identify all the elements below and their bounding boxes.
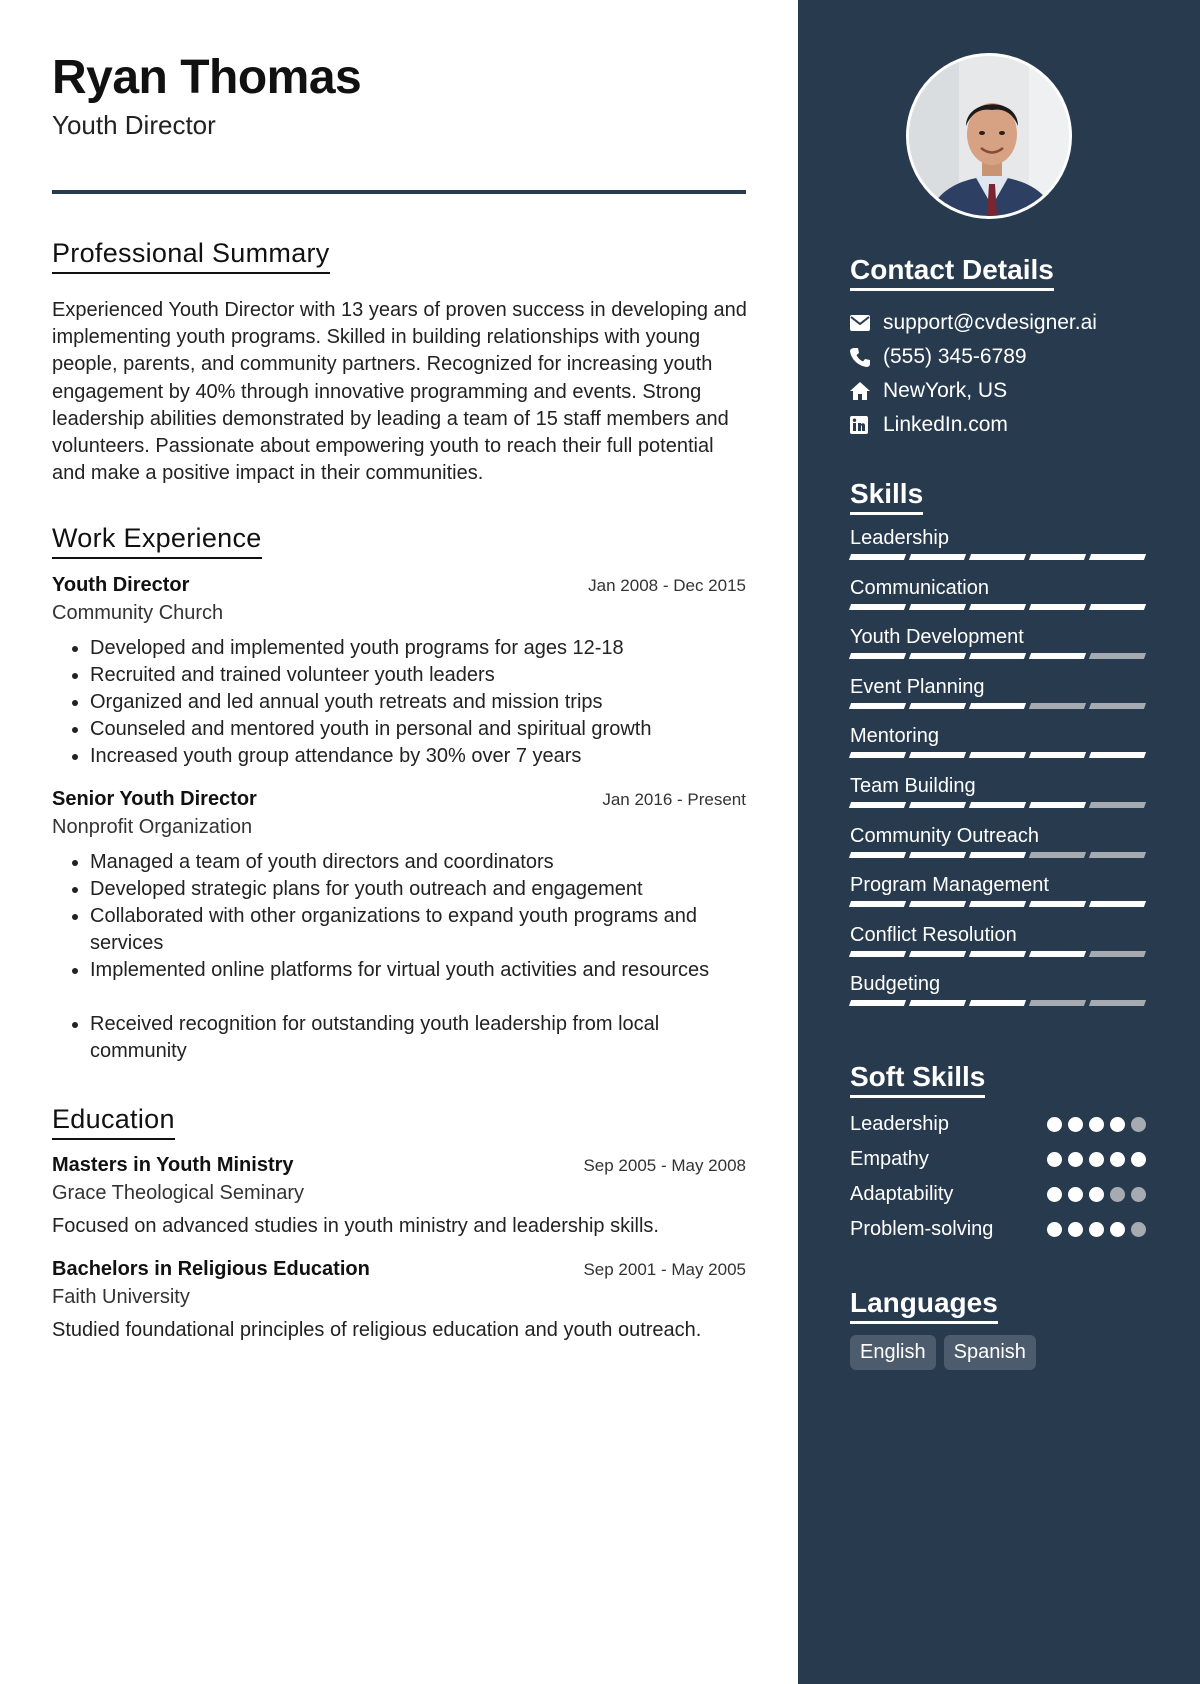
rating-dot [1110,1117,1125,1132]
skill-label: Program Management [850,874,1049,897]
skill-level-segment [849,1000,906,1006]
language-chip: Spanish [944,1335,1036,1370]
degree-title: Masters in Youth Ministry [52,1154,294,1176]
skill-level-bar [850,852,1146,858]
contact-email-text: support@cvdesigner.ai [883,311,1097,334]
job-bullet: • Collaborated with other organizations to expand youth programs and services [90,903,746,957]
skill-level-segment [909,802,966,808]
skill-level-segment [969,703,1026,709]
skill-item [850,924,1146,957]
skill-level-bar [850,951,1146,957]
job-entry [52,574,746,770]
skill-level-segment [1089,901,1146,907]
rating-dot [1047,1187,1062,1202]
job-bullet: • Received recognition for outstanding youth leadership from local community [90,1011,746,1065]
skill-label: Conflict Resolution [850,923,1017,946]
job-title: Youth Director [52,574,190,596]
rating-dot [1068,1152,1083,1167]
skill-level-bar [850,901,1146,907]
skill-level-segment [1029,901,1086,907]
skill-level-segment [1029,554,1086,560]
skill-level-segment [1029,802,1086,808]
skill-level-segment [969,653,1026,659]
job-bullet: • Managed a team of youth directors and coordinators [90,849,746,876]
rating-dot [1110,1222,1125,1237]
soft-skill-label: Problem-solving [850,1217,994,1240]
skill-level-segment [1029,752,1086,758]
skill-level-segment [849,752,906,758]
contact-location [850,374,1160,408]
job-bullet: • Increased youth group attendance by 30% over 7 years [90,743,746,770]
rating-dot [1047,1117,1062,1132]
skill-level-segment [849,604,906,610]
skill-label: Budgeting [850,973,941,996]
skill-level-segment [909,901,966,907]
job-entry [52,788,746,1065]
skill-level-segment [1089,802,1146,808]
job-bullet: • Recruited and trained volunteer youth leaders [90,662,746,689]
soft-skill-rating [1047,1152,1146,1167]
contact-phone[interactable] [850,340,1160,374]
skill-level-bar [850,1000,1146,1006]
language-chip: English [850,1335,936,1370]
skill-level-segment [1089,604,1146,610]
rating-dot [1089,1187,1104,1202]
skill-level-segment [909,1000,966,1006]
education-description: Focused on advanced studies in youth ministry and leadership skills. [52,1215,659,1237]
job-dates: Jan 2016 - Present [602,790,746,809]
header-divider [52,190,746,194]
education-dates: Sep 2001 - May 2005 [583,1260,746,1279]
skill-level-segment [1029,703,1086,709]
soft-skill-item [850,1214,1146,1244]
skill-label: Youth Development [850,626,1024,649]
phone-icon [850,347,883,367]
skill-item [850,775,1146,808]
education-dates: Sep 2005 - May 2008 [583,1156,746,1175]
skill-level-segment [849,802,906,808]
skill-item [850,725,1146,758]
skill-level-segment [1029,604,1086,610]
rating-dot [1068,1187,1083,1202]
skill-level-segment [969,901,1026,907]
skill-level-segment [969,604,1026,610]
skill-level-bar [850,802,1146,808]
summary-text: Experienced Youth Director with 13 years of proven success in developing and implementing youth programs. Skilled in building relationships with young people, parents, and community partners. Recognized for increasing youth engagement by 40% through innovative programming and events. Strong leadership abilities demonstrated by leading a team of 15 staff members and volunteers. Passionate about empowering youth to reach their full potential and make a positive impact in their communities. [52,299,747,485]
rating-dot [1131,1187,1146,1202]
contact-linkedin-text: LinkedIn.com [883,413,1008,436]
skill-level-bar [850,703,1146,709]
skill-label: Team Building [850,775,976,797]
skill-level-segment [1029,1000,1086,1006]
job-bullets [52,849,746,1065]
skill-level-segment [849,951,906,957]
contact-phone-text: (555) 345-6789 [883,345,1027,368]
job-bullet: • Implemented online platforms for virtual youth activities and resources [90,957,746,984]
rating-dot [1131,1117,1146,1132]
skill-label: Community Outreach [850,824,1039,847]
skills-heading: Skills [850,478,923,515]
soft-skill-rating [1047,1222,1146,1237]
skill-level-segment [969,802,1026,808]
linkedin-icon [850,416,883,434]
rating-dot [1047,1222,1062,1237]
skill-label: Communication [850,576,989,599]
skill-level-segment [969,554,1026,560]
soft-skill-item [850,1179,1146,1209]
job-bullet: • Developed and implemented youth programs for ages 12-18 [90,635,746,662]
soft-skill-item [850,1109,1146,1139]
rating-dot [1089,1222,1104,1237]
education-description: Studied foundational principles of religious education and youth outreach. [52,1319,702,1341]
portrait-image [909,56,1072,219]
rating-dot [1110,1187,1125,1202]
soft-skill-label: Leadership [850,1112,949,1135]
skill-item [850,676,1146,709]
skill-level-segment [1089,752,1146,758]
skill-label: Mentoring [850,725,939,748]
skill-item [850,973,1146,1006]
degree-title: Bachelors in Religious Education [52,1258,370,1280]
education-heading: Education [52,1104,175,1140]
skill-level-segment [909,604,966,610]
skill-label: Leadership [850,527,949,549]
envelope-icon [850,315,883,331]
rating-dot [1089,1117,1104,1132]
profile-photo [906,53,1072,219]
skill-level-segment [909,951,966,957]
skill-level-segment [1029,951,1086,957]
soft-skills-heading: Soft Skills [850,1061,985,1098]
skill-level-segment [1089,1000,1146,1006]
rating-dot [1089,1152,1104,1167]
education-entry [52,1154,746,1238]
experience-heading: Work Experience [52,523,262,559]
job-bullet: • Organized and led annual youth retreats and mission trips [90,689,746,716]
skill-level-segment [849,554,906,560]
contact-email[interactable] [850,306,1160,340]
education-entry [52,1258,746,1342]
skill-level-segment [1089,554,1146,560]
skill-level-segment [909,554,966,560]
skill-level-segment [849,901,906,907]
skill-level-segment [969,1000,1026,1006]
soft-skill-label: Empathy [850,1147,929,1170]
skill-level-segment [1089,951,1146,957]
skill-level-segment [969,852,1026,858]
skill-level-segment [849,653,906,659]
job-title: Senior Youth Director [52,788,257,810]
skill-level-segment [849,852,906,858]
languages-heading: Languages [850,1287,998,1324]
candidate-title: Youth Director [52,110,216,140]
skill-level-segment [1089,852,1146,858]
rating-dot [1068,1222,1083,1237]
skill-level-segment [909,703,966,709]
soft-skill-rating [1047,1187,1146,1202]
skill-item [850,825,1146,858]
rating-dot [1068,1117,1083,1132]
rating-dot [1131,1222,1146,1237]
languages-list [850,1335,1036,1370]
job-bullet: • Counseled and mentored youth in personal and spiritual growth [90,716,746,743]
rating-dot [1047,1152,1062,1167]
soft-skill-label: Adaptability [850,1182,954,1205]
skill-level-bar [850,554,1146,560]
skill-item [850,626,1146,659]
contact-heading: Contact Details [850,254,1054,291]
contact-linkedin[interactable] [850,408,1160,442]
soft-skill-item [850,1144,1146,1174]
rating-dot [1131,1152,1146,1167]
job-organization: Nonprofit Organization [52,816,253,838]
candidate-name: Ryan Thomas [52,51,362,104]
job-bullets [52,635,746,770]
contact-location-text: NewYork, US [883,379,1008,402]
skill-level-segment [1029,852,1086,858]
skill-level-segment [1089,703,1146,709]
skill-level-segment [909,852,966,858]
skill-level-segment [1089,653,1146,659]
contact-list [850,306,1160,442]
skill-item [850,577,1146,610]
school-name: Faith University [52,1286,190,1308]
skill-level-segment [969,951,1026,957]
skill-label: Event Planning [850,675,985,698]
skill-level-bar [850,604,1146,610]
job-organization: Community Church [52,602,224,624]
soft-skill-rating [1047,1117,1146,1132]
skill-item [850,527,1146,560]
skill-level-segment [1029,653,1086,659]
job-bullet: • Developed strategic plans for youth outreach and engagement [90,876,746,903]
school-name: Grace Theological Seminary [52,1182,304,1204]
skill-level-segment [909,653,966,659]
job-dates: Jan 2008 - Dec 2015 [588,576,746,595]
skill-level-segment [909,752,966,758]
skill-level-bar [850,752,1146,758]
skill-level-bar [850,653,1146,659]
skill-level-segment [969,752,1026,758]
rating-dot [1110,1152,1125,1167]
home-icon [850,382,883,400]
skill-level-segment [849,703,906,709]
skill-item [850,874,1146,907]
summary-heading: Professional Summary [52,238,330,274]
